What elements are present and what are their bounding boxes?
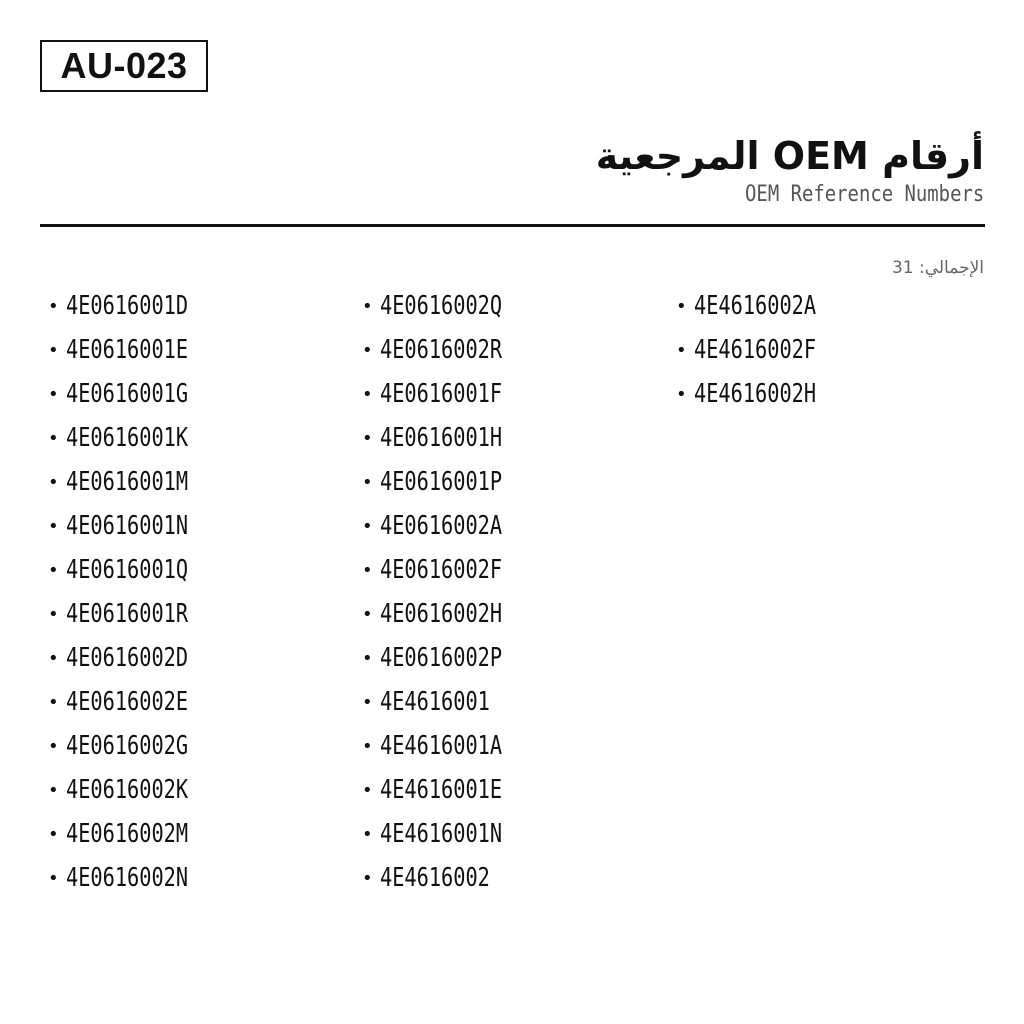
oem-number-text: 4E0616001E: [66, 335, 189, 365]
oem-number-item: [48, 680, 223, 724]
bullet-icon: •: [48, 295, 59, 317]
oem-number-item: [362, 724, 537, 768]
bullet-icon: •: [48, 559, 59, 581]
oem-number-item: [362, 680, 537, 724]
oem-number-text: 4E0616002G: [66, 731, 189, 761]
oem-number-item: [362, 548, 537, 592]
bullet-icon: •: [676, 295, 687, 317]
oem-number-item: [362, 768, 537, 812]
oem-number-text: 4E0616001M: [66, 467, 189, 497]
bullet-icon: •: [48, 383, 59, 405]
oem-number-item: [676, 284, 851, 328]
oem-number-item: [362, 416, 537, 460]
oem-column-3: [676, 284, 851, 416]
bullet-icon: •: [362, 339, 373, 361]
oem-number-text: 4E4616002F: [694, 335, 817, 365]
oem-number-item: [362, 812, 537, 856]
page-header: [596, 130, 984, 208]
bullet-icon: •: [362, 559, 373, 581]
header-divider: [40, 224, 985, 227]
bullet-icon: •: [48, 735, 59, 757]
oem-number-item: [676, 372, 851, 416]
oem-number-text: 4E0616002A: [380, 511, 503, 541]
bullet-icon: •: [362, 295, 373, 317]
bullet-icon: •: [362, 427, 373, 449]
bullet-icon: •: [362, 515, 373, 537]
bullet-icon: •: [362, 823, 373, 845]
bullet-icon: •: [48, 427, 59, 449]
bullet-icon: •: [362, 735, 373, 757]
oem-number-text: 4E4616002A: [694, 291, 817, 321]
oem-number-text: 4E0616001F: [380, 379, 503, 409]
oem-number-item: [362, 636, 537, 680]
bullet-icon: •: [48, 691, 59, 713]
oem-number-text: 4E0616002R: [380, 335, 503, 365]
page-title-english: OEM Reference Numbers: [744, 182, 984, 207]
oem-number-text: 4E0616002N: [66, 863, 189, 893]
oem-number-text: 4E0616002H: [380, 599, 503, 629]
oem-number-text: 4E0616002D: [66, 643, 189, 673]
oem-number-item: [48, 724, 223, 768]
oem-column-2: [362, 284, 537, 900]
oem-number-item: [48, 856, 223, 900]
bullet-icon: •: [362, 383, 373, 405]
oem-number-text: 4E0616002Q: [380, 291, 503, 321]
oem-number-text: 4E4616001: [380, 687, 490, 717]
oem-number-text: 4E0616001N: [66, 511, 189, 541]
oem-number-text: 4E0616001D: [66, 291, 189, 321]
oem-number-item: [362, 328, 537, 372]
bullet-icon: •: [48, 515, 59, 537]
oem-number-item: [48, 416, 223, 460]
oem-number-item: [48, 592, 223, 636]
bullet-icon: •: [362, 471, 373, 493]
oem-number-text: 4E0616002P: [380, 643, 503, 673]
bullet-icon: •: [676, 339, 687, 361]
bullet-icon: •: [48, 779, 59, 801]
oem-number-item: [362, 284, 537, 328]
bullet-icon: •: [362, 867, 373, 889]
oem-number-text: 4E0616001R: [66, 599, 189, 629]
bullet-icon: •: [362, 603, 373, 625]
oem-number-text: 4E4616002H: [694, 379, 817, 409]
oem-column-1: [48, 284, 223, 900]
bullet-icon: •: [48, 603, 59, 625]
part-code-badge: AU-023: [40, 40, 208, 92]
oem-number-text: 4E0616001G: [66, 379, 189, 409]
bullet-icon: •: [48, 339, 59, 361]
oem-number-item: [48, 460, 223, 504]
oem-number-text: 4E0616002M: [66, 819, 189, 849]
oem-number-item: [676, 328, 851, 372]
page-title-arabic: أرقام OEM المرجعية: [595, 134, 984, 178]
oem-number-item: [362, 460, 537, 504]
oem-number-item: [362, 504, 537, 548]
oem-number-text: 4E4616001N: [380, 819, 503, 849]
oem-number-text: 4E4616001E: [380, 775, 503, 805]
oem-number-text: 4E0616001Q: [66, 555, 189, 585]
oem-number-item: [48, 284, 223, 328]
oem-number-text: 4E4616002: [380, 863, 490, 893]
bullet-icon: •: [48, 823, 59, 845]
oem-number-item: [362, 372, 537, 416]
bullet-icon: •: [48, 471, 59, 493]
oem-number-item: [48, 812, 223, 856]
oem-number-text: 4E0616002K: [66, 775, 189, 805]
oem-number-item: [48, 372, 223, 416]
oem-number-item: [48, 328, 223, 372]
bullet-icon: •: [362, 647, 373, 669]
oem-number-item: [362, 592, 537, 636]
oem-number-columns: [48, 284, 988, 924]
oem-number-text: 4E0616001H: [380, 423, 503, 453]
oem-number-text: 4E4616001A: [380, 731, 503, 761]
bullet-icon: •: [48, 867, 59, 889]
total-count: الإجمالي: 31: [891, 258, 984, 278]
oem-number-text: 4E0616002E: [66, 687, 189, 717]
oem-number-item: [48, 768, 223, 812]
oem-number-item: [48, 636, 223, 680]
oem-number-text: 4E0616002F: [380, 555, 503, 585]
oem-number-text: 4E0616001P: [380, 467, 503, 497]
oem-number-item: [362, 856, 537, 900]
oem-number-item: [48, 548, 223, 592]
bullet-icon: •: [362, 691, 373, 713]
bullet-icon: •: [362, 779, 373, 801]
oem-number-item: [48, 504, 223, 548]
bullet-icon: •: [48, 647, 59, 669]
oem-number-text: 4E0616001K: [66, 423, 189, 453]
bullet-icon: •: [676, 383, 687, 405]
